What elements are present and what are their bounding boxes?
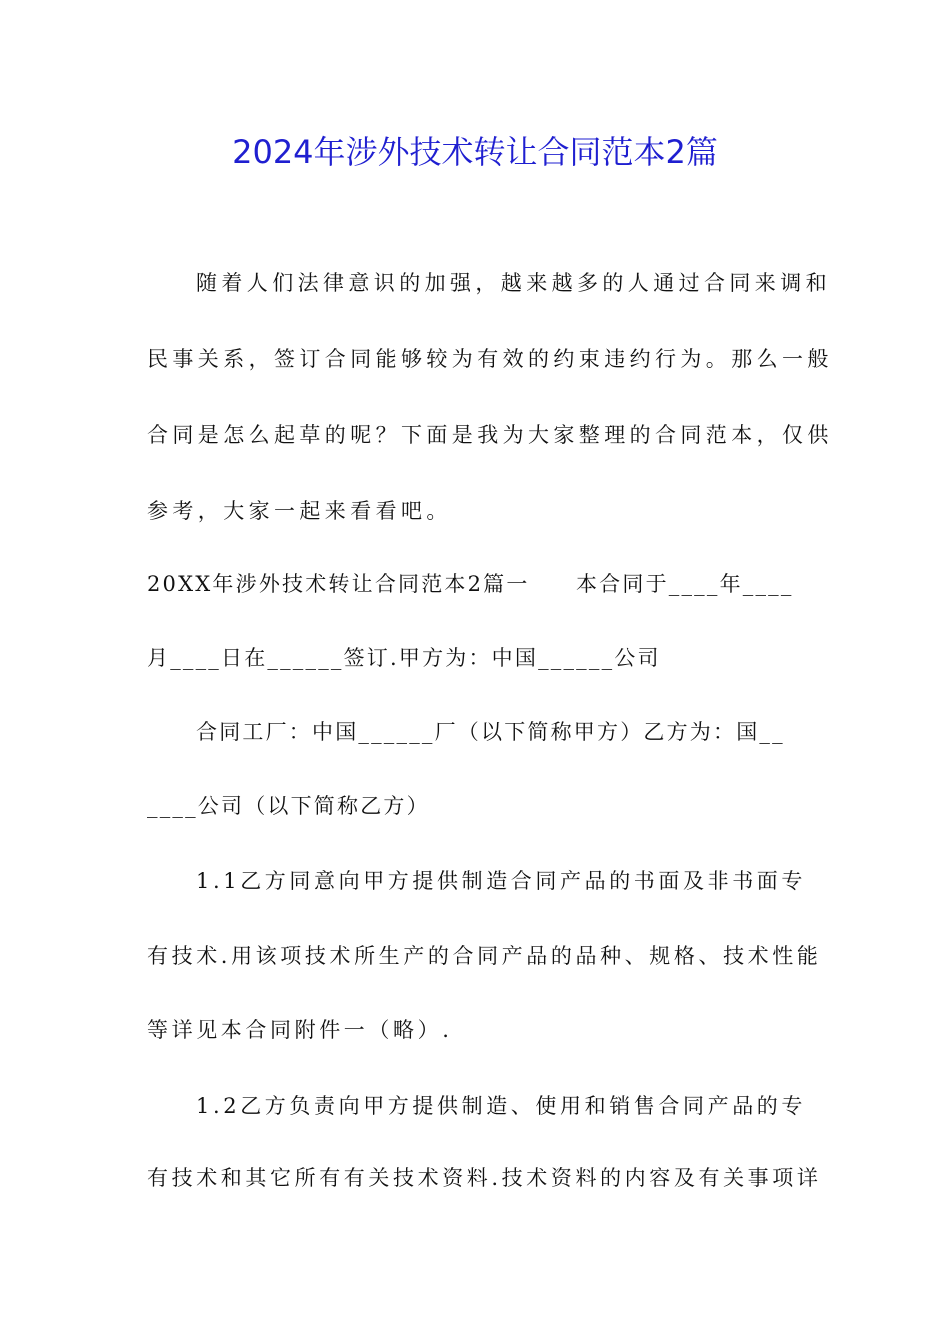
paragraph-line: 20XX年涉外技术转让合同范本2篇一 本合同于____年____	[147, 572, 794, 596]
clause-line: 有技术和其它所有有关技术资料.技术资料的内容及有关事项详	[147, 1166, 822, 1190]
paragraph-line: 合同是怎么起草的呢？下面是我为大家整理的合同范本，仅供	[147, 423, 833, 447]
paragraph-line: 月____日在______签订.甲方为：中国______公司	[147, 646, 661, 670]
paragraph-line: 合同工厂：中国______厂（以下简称甲方）乙方为：国__	[196, 720, 785, 744]
paragraph-line: 参考，大家一起来看看吧。	[147, 499, 452, 523]
clause-line: 1.2乙方负责向甲方提供制造、使用和销售合同产品的专	[196, 1094, 806, 1118]
document-title: 2024年涉外技术转让合同范本2篇	[232, 133, 718, 171]
clause-line: 等详见本合同附件一（略）.	[147, 1018, 453, 1042]
clause-line: 1.1乙方同意向甲方提供制造合同产品的书面及非书面专	[196, 869, 806, 893]
paragraph-line: ____公司（以下简称乙方）	[147, 794, 430, 818]
paragraph-line: 民事关系，签订合同能够较为有效的约束违约行为。那么一般	[147, 347, 833, 371]
clause-line: 有技术.用该项技术所生产的合同产品的品种、规格、技术性能	[147, 944, 822, 968]
paragraph-line: 随着人们法律意识的加强，越来越多的人通过合同来调和	[196, 271, 831, 295]
